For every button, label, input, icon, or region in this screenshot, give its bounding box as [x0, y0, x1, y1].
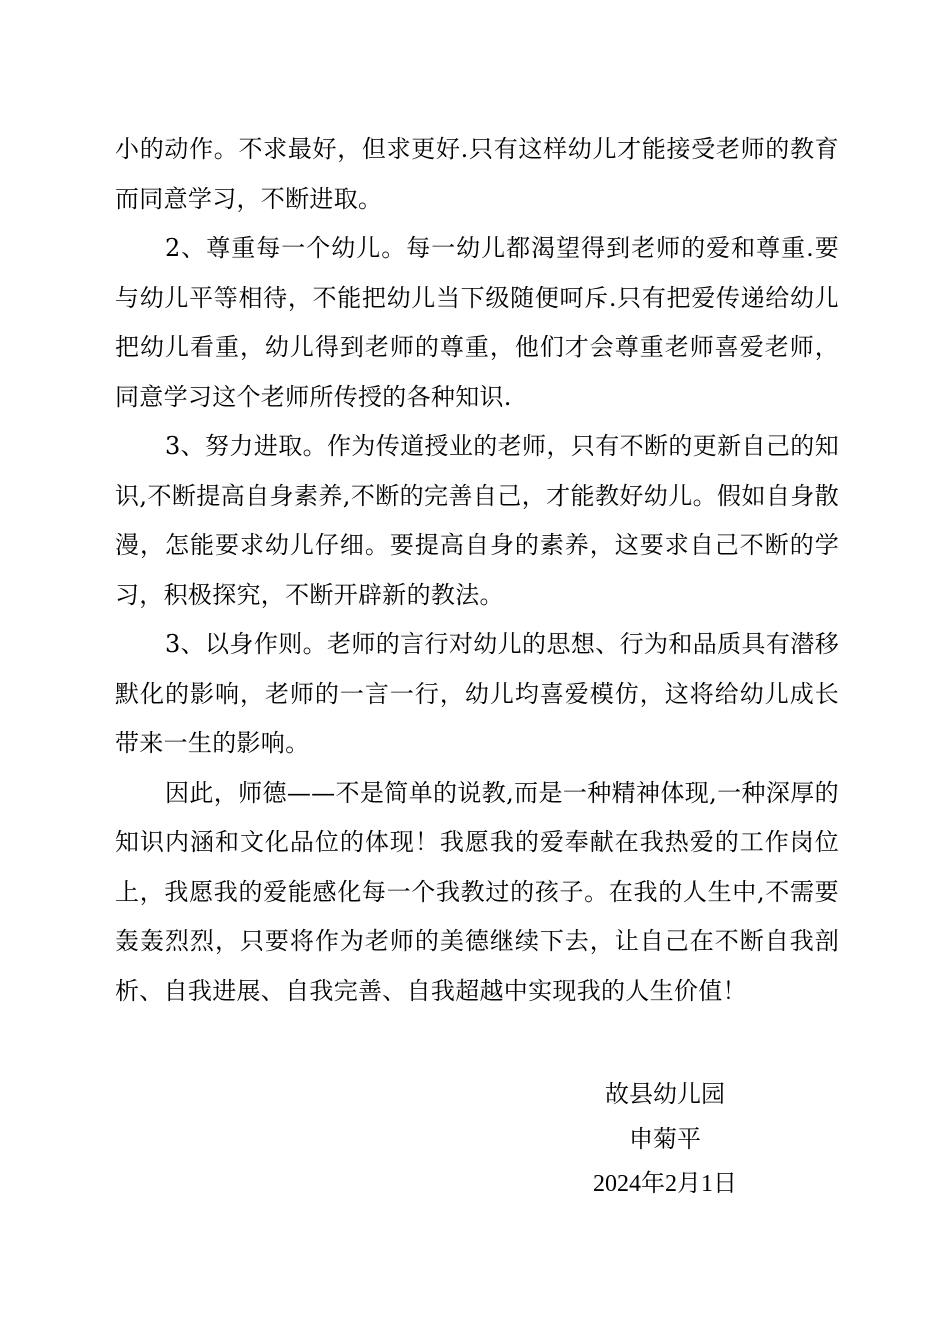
document-body [115, 125, 839, 1016]
signature-author: 申菊平 [629, 1125, 701, 1153]
signature-date: 2024年2月1日 [593, 1171, 737, 1197]
paragraph-lead-by-example: 3、以身作则。老师的言行对幼儿的思想、行为和品质具有潜移默化的影响，老师的一言一行，幼儿均喜爱模仿，这将给幼儿成长带来一生的影响。 [115, 630, 839, 757]
paragraph-conclusion: 因此，师德——不是简单的说教,而是一种精神体现,一种深厚的知识内涵和文化品位的体现！我愿我的爱奉献在我热爱的工作岗位上，我愿我的爱能感化每一个我教过的孩子。在我的人生中,不需要轰轰烈烈，只要将作为老师的美德继续下去，让自己在不断自我剖析、自我进展、自我完善、自我超越中实现我的人生价值！ [115, 778, 839, 1005]
signature-organization: 故县幼儿园 [605, 1080, 725, 1108]
paragraph-strive-progress: 3、努力进取。作为传道授业的老师，只有不断的更新自己的知识,不断提高自身素养,不断的完善自己，才能教好幼儿。假如自身散漫，怎能要求幼儿仔细。要提高自身的素养，这要求自己不断的学习，积极探究，不断开辟新的教法。 [115, 432, 839, 609]
paragraph-respect-children: 2、尊重每一个幼儿。每一幼儿都渴望得到老师的爱和尊重.要与幼儿平等相待，不能把幼儿当下级随便呵斥.只有把爱传递给幼儿把幼儿看重，幼儿得到老师的尊重，他们才会尊重老师喜爱老师，同意学习这个老师所传授的各种知识. [115, 234, 839, 411]
signature-block [540, 1072, 790, 1207]
paragraph-continuation: 小的动作。不求最好，但求更好.只有这样幼儿才能接受老师的教育而同意学习，不断进取。 [115, 135, 839, 213]
